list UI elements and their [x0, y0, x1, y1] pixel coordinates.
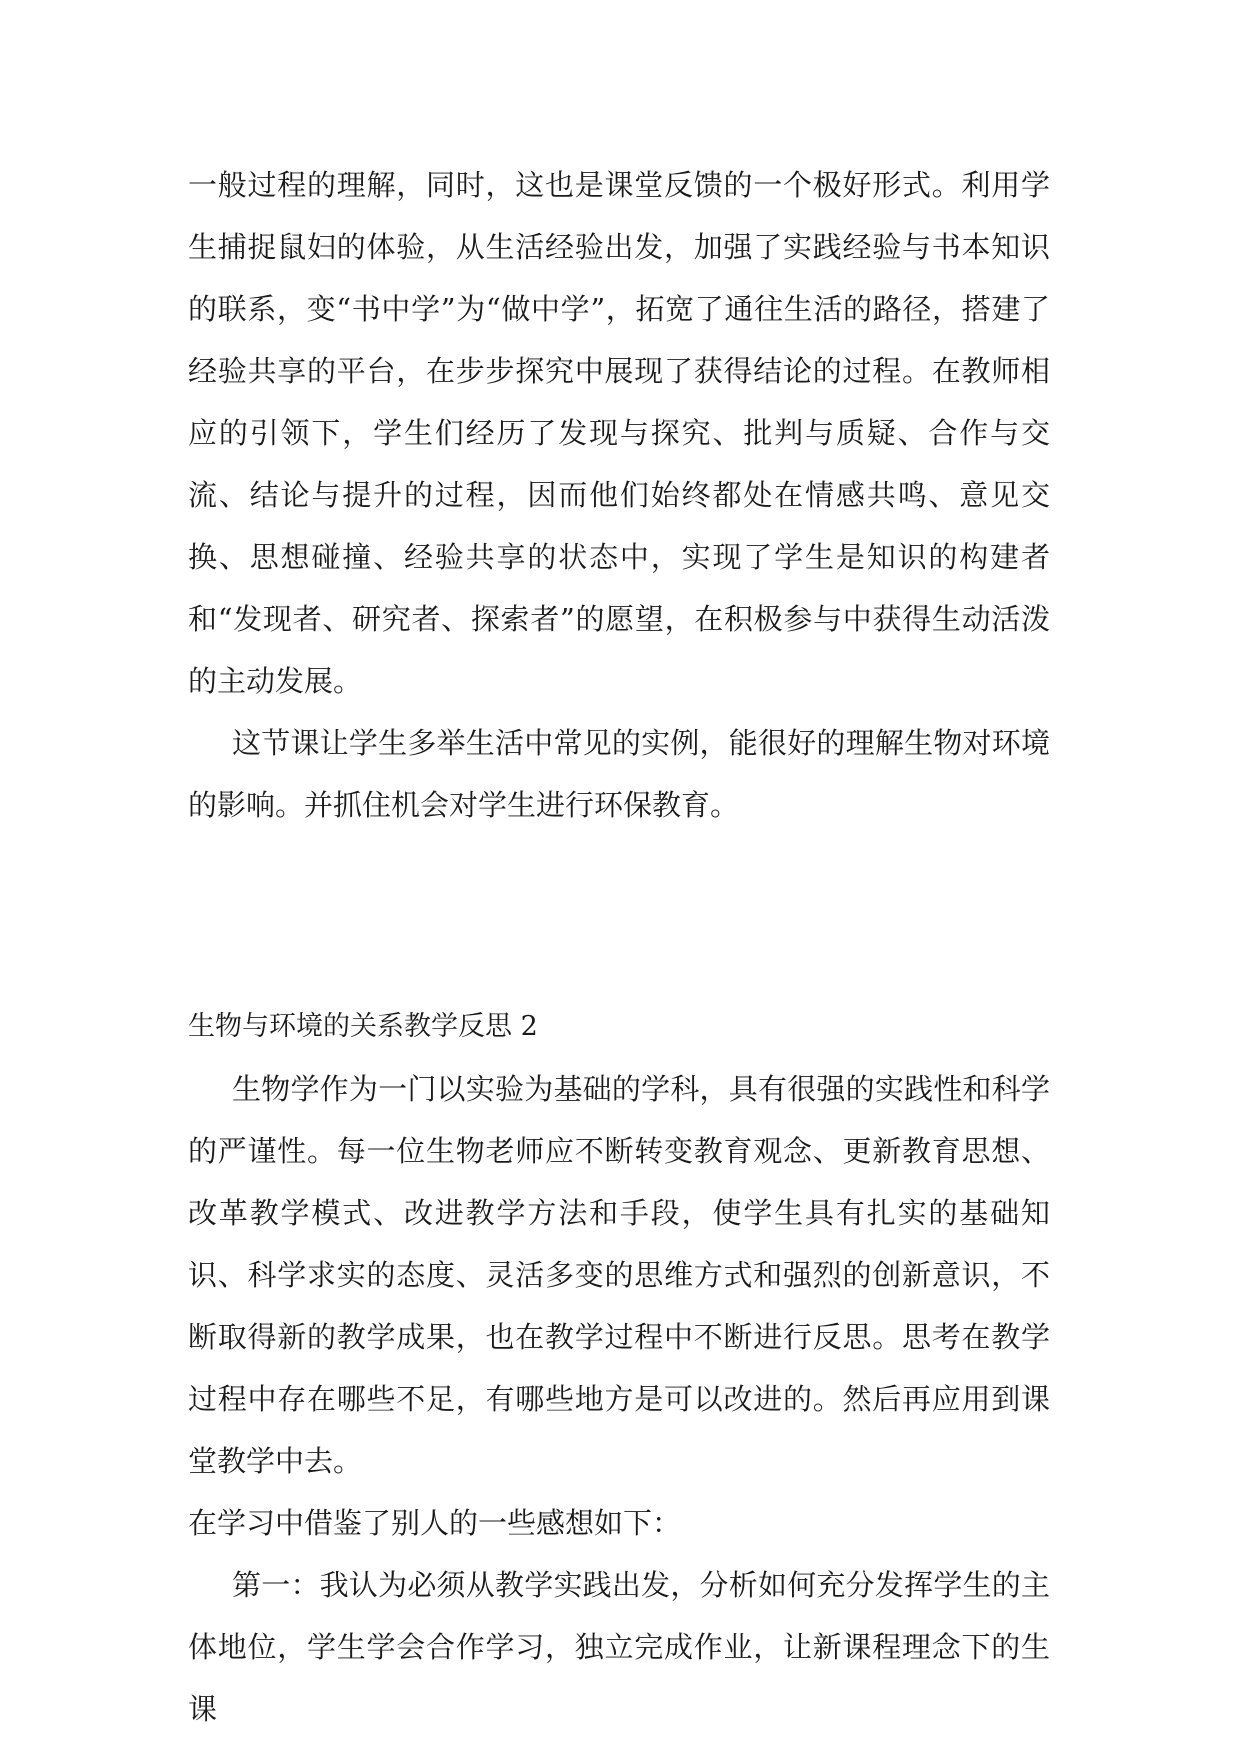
paragraph-environment-impact: 这节课让学生多举生活中常见的实例，能很好的理解生物对环境的影响。并抓住机会对学生进行环保教育。	[188, 726, 1050, 822]
paragraph-biology-discipline: 生物学作为一门以实验为基础的学科，具有很强的实践性和科学的严谨性。每一位生物老师应不断转变教育观念、更新教育思想、改革教学模式、改进教学方法和手段，使学生具有扎实的基础知识、科学求实的态度、灵活多变的思维方式和强烈的创新意识，不断取得新的教学成果，也在教学过程中不断进行反思。思考在教学过程中存在哪些不足，有哪些地方是可以改进的。然后再应用到课堂教学中去。	[188, 1072, 1050, 1478]
paragraph-continued: 一般过程的理解，同时，这也是课堂反馈的一个极好形式。利用学生捕捉鼠妇的体验，从生活经验出发，加强了实践经验与书本知识的联系，变“书中学”为“做中学”，拓宽了通往生活的路径，搭建了经验共享的平台，在步步探究中展现了获得结论的过程。在教师相应的引领下，学生们经历了发现与探究、批判与质疑、合作与交流、结论与提升的过程，因而他们始终都处在情感共鸣、意见交换、思想碰撞、经验共享的状态中，实现了学生是知识的构建者和“发现者、研究者、探索者”的愿望，在积极参与中获得生动活泼的主动发展。	[188, 168, 1050, 698]
document-body	[188, 154, 1050, 1740]
paragraph-learning-notes: 在学习中借鉴了别人的一些感想如下：	[188, 1506, 682, 1540]
section-title: 生物与环境的关系教学反思 2	[188, 1011, 538, 1042]
paragraph-point-one: 第一：我认为必须从教学实践出发，分析如何充分发挥学生的主体地位，学生学会合作学习，独立完成作业，让新课程理念下的生课	[188, 1568, 1050, 1726]
